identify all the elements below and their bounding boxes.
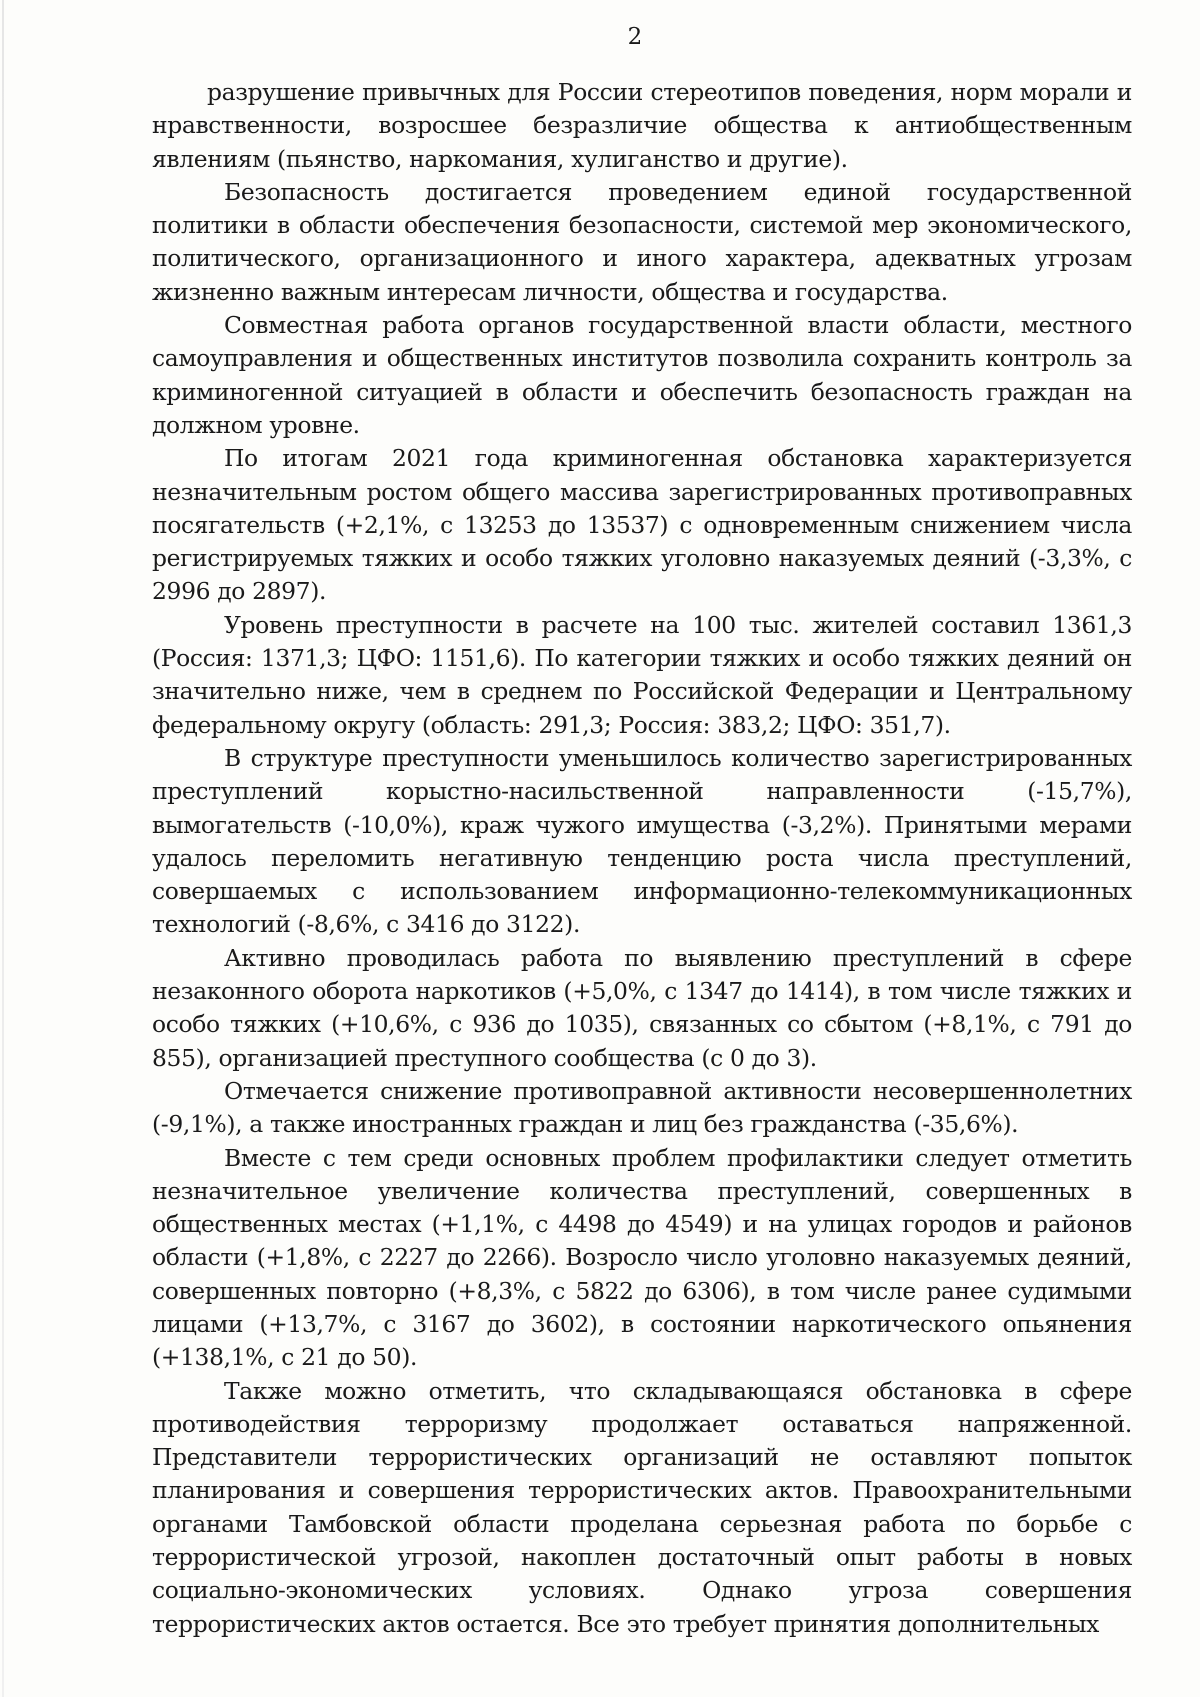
paragraph-drug-crimes: Активно проводилась работа по выявлению преступлений в сфере незаконного оборота наркотиков (+5,0%, с 1347 до 1414), в том числе тяжких и особо тяжких (+10,6%, с 936 до 1035), связанных со сбытом (+8,1%, с 791 до 855), организацией преступного сообщества (с 0 до 3). xyxy=(152,943,1132,1072)
paragraph-terrorism: Также можно отметить, что складывающаяся обстановка в сфере противодействия терроризму продолжает оставаться напряженной. Представители террористических организаций не оставляют попыток планирования и совершения террористических актов. Правоохранительными органами Тамбовской области проделана серьезная работа по борьбе с террористической угрозой, накоплен достаточный опыт работы в новых социально-экономических условиях. Однако угроза совершения террористических актов остается. Все это требует принятия дополнительных xyxy=(152,1376,1132,1638)
scan-edge xyxy=(2,0,4,1697)
document-body xyxy=(152,76,1132,1641)
paragraph-prevention-problems: Вместе с тем среди основных проблем профилактики следует отметить незначительное увеличение количества преступлений, совершенных в общественных местах (+1,1%, с 4498 до 4549) и на улицах городов и районов области (+1,8%, с 2227 до 2266). Возросло число уголовно наказуемых деяний, совершенных повторно (+8,3%, с 5822 до 6306), в том числе ранее судимыми лицами (+13,7%, с 3167 до 3602), в состоянии наркотического опьянения (+138,1%, с 21 до 50). xyxy=(152,1143,1132,1372)
paragraph-security-policy: Безопасность достигается проведением единой государственной политики в области обеспечения безопасности, системой мер экономического, политического, организационного и иного характера, адекватных угрозам жизненно важным интересам личности, общества и государства. xyxy=(152,177,1132,306)
paragraph-crime-structure: В структуре преступности уменьшилось количество зарегистрированных преступлений корыстно-насильственной направленности (-15,7%), вымогательств (-10,0%), краж чужого имущества (-3,2%). Принятыми мерами удалось переломить негативную тенденцию роста числа преступлений, совершаемых с использованием информационно-телекоммуникационных технологий (-8,6%, с 3416 до 3122). xyxy=(152,743,1132,939)
paragraph-joint-work: Совместная работа органов государственной власти области, местного самоуправления и общественных институтов позволила сохранить контроль за криминогенной ситуацией в области и обеспечить безопасность граждан на должном уровне. xyxy=(152,311,1132,439)
paragraph-crime-level: Уровень преступности в расчете на 100 тыс. жителей составил 1361,3 (Россия: 1371,3; ЦФО: 1151,6). По категории тяжких и особо тяжких деяний он значительно ниже, чем в среднем по Российской Федерации и Центральному федеральному округу (область: 291,3; Россия: 383,2; ЦФО: 351,7). xyxy=(152,610,1132,739)
page-number: 2 xyxy=(627,24,643,50)
paragraph-juvenile-activity: Отмечается снижение противоправной активности несовершеннолетних (-9,1%), а также иностранных граждан и лиц без гражданства (-35,6%). xyxy=(152,1076,1132,1139)
paragraph-2021-results: По итогам 2021 года криминогенная обстановка характеризуется незначительным ростом общего массива зарегистрированных противоправных посягательств (+2,1%, с 13253 до 13537) с одновременным снижением числа регистрируемых тяжких и особо тяжких уголовно наказуемых деяний (-3,3%, с 2996 до 2897). xyxy=(152,444,1132,606)
paragraph-continuation: разрушение привычных для России стереотипов поведения, норм морали и нравственности, возросшее безразличие общества к антиобщественным явлениям (пьянство, наркомания, хулиганство и другие). xyxy=(152,78,1132,173)
